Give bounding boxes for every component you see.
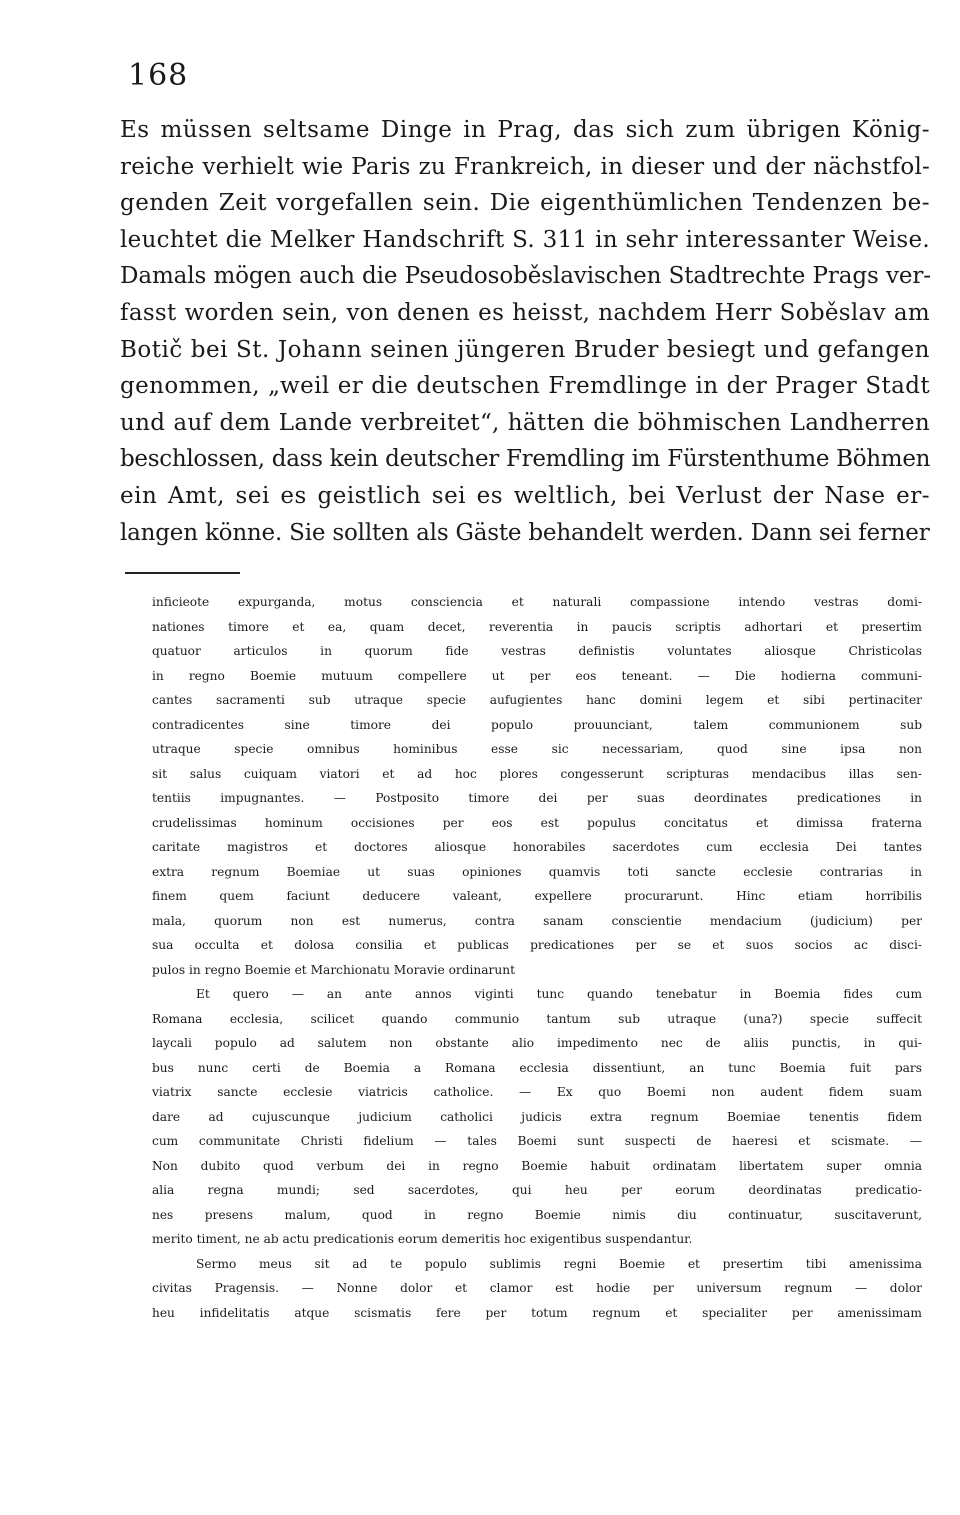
footnote-line: heu infidelitatis atque scismatis fere per totum regnum et specialiter per amenissimam xyxy=(152,1305,922,1320)
main-text xyxy=(120,112,930,551)
footnote-line: mala, quorum non est numerus, contra sanam conscientie mendacium (judicium) per xyxy=(152,913,922,928)
footnote-divider xyxy=(125,572,240,574)
main-text-line: Botič bei St. Johann seinen jüngeren Bruder besiegt und gefangen xyxy=(120,336,930,363)
footnote-line: sua occulta et dolosa consilia et publicas predicationes per se et suos socios ac disci- xyxy=(152,938,922,952)
footnote-line: extra regnum Boemiae ut suas opiniones quamvis toti sancte ecclesie contrarias in xyxy=(152,864,922,879)
footnote-text xyxy=(152,590,922,1325)
footnote-line: crudelissimas hominum occisiones per eos est populus concitatus et dimissa fraterna xyxy=(152,815,922,830)
footnote-line: viatrix sancte ecclesie viatricis catholice. — Ex quo Boemi non audent fidem suam xyxy=(152,1085,922,1099)
main-text-line: ein Amt, sei es geistlich sei es weltlich, bei Verlust der Nase er- xyxy=(120,482,930,509)
footnote-line: dare ad cujuscunque judicium catholici judicis extra regnum Boemiae tenentis fidem xyxy=(152,1109,922,1124)
page-number: 168 xyxy=(128,58,189,93)
footnote-line: nes presens malum, quod in regno Boemie nimis diu continuatur, suscitaverunt, xyxy=(152,1207,922,1222)
footnote-line: cum communitate Christi fidelium — tales Boemi sunt suspecti de haeresi et scismate. — xyxy=(152,1134,922,1148)
footnote-line: caritate magistros et doctores aliosque honorabiles sacerdotes cum ecclesia Dei tantes xyxy=(152,840,922,854)
footnote-line: merito timent, ne ab actu predicationis eorum demeritis hoc exigentibus suspendantur. xyxy=(152,1232,693,1246)
footnote-line: bus nunc certi de Boemia a Romana ecclesia dissentiunt, an tunc Boemia fuit pars xyxy=(152,1060,922,1075)
main-text-line: und auf dem Lande verbreitet“, hätten die böhmischen Landherren xyxy=(120,409,930,436)
main-text-line: beschlossen, dass kein deutscher Fremdling im Fürstenthume Böhmen xyxy=(120,446,931,473)
footnote-line: Et quero — an ante annos viginti tunc quando tenebatur in Boemia fides cum xyxy=(196,987,922,1001)
footnote-line: civitas Pragensis. — Nonne dolor et clamor est hodie per universum regnum — dolor xyxy=(152,1281,922,1295)
main-text-line: langen könne. Sie sollten als Gäste behandelt werden. Dann sei ferner xyxy=(120,519,930,546)
main-text-line: genden Zeit vorgefallen sein. Die eigenthümlichen Tendenzen be- xyxy=(120,190,930,217)
footnote-line: pulos in regno Boemie et Marchionatu Moravie ordinarunt xyxy=(152,962,515,977)
footnote-line: inficieote expurganda, motus consciencia et naturali compassione intendo vestras domi- xyxy=(152,595,922,609)
footnote-line: utraque specie omnibus hominibus esse sic necessariam, quod sine ipsa non xyxy=(152,742,922,756)
footnote-line: tentiis impugnantes. — Postposito timore dei per suas deordinates predicationes in xyxy=(152,791,922,805)
footnote-line: finem quem faciunt deducere valeant, expellere procurarunt. Hinc etiam horribilis xyxy=(152,889,922,903)
footnote-line: Non dubito quod verbum dei in regno Boemie habuit ordinatam libertatem super omnia xyxy=(152,1158,922,1173)
footnote-line: quatuor articulos in quorum fide vestras definistis voluntates aliosque Christicolas xyxy=(152,644,922,658)
footnote-line: in regno Boemie mutuum compellere ut per eos teneant. — Die hodierna communi- xyxy=(152,668,922,683)
footnote-line: cantes sacramenti sub utraque specie aufugientes hanc domini legem et sibi pertinaciter xyxy=(152,693,922,707)
footnote-line: Romana ecclesia, scilicet quando communio tantum sub utraque (una?) specie suffecit xyxy=(152,1011,922,1026)
footnote-line: laycali populo ad salutem non obstante alio impedimento nec de aliis punctis, in qui- xyxy=(152,1036,922,1050)
main-text-line: fasst worden sein, von denen es heisst, nachdem Herr Soběslav am xyxy=(120,299,930,326)
main-text-line: reiche verhielt wie Paris zu Frankreich, in dieser und der nächstfol- xyxy=(120,153,930,180)
main-text-line: leuchtet die Melker Handschrift S. 311 in sehr interessanter Weise. xyxy=(120,226,930,253)
footnote-line: nationes timore et ea, quam decet, reverentia in paucis scriptis adhortari et presertim xyxy=(152,619,922,634)
footnote-line: alia regna mundi; sed sacerdotes, qui heu per eorum deordinatas predicatio- xyxy=(152,1183,922,1197)
footnote-line: Sermo meus sit ad te populo sublimis regni Boemie et presertim tibi amenissima xyxy=(196,1256,922,1271)
main-text-line: Damals mögen auch die Pseudosoběslavischen Stadtrechte Prags ver- xyxy=(120,263,931,290)
footnote-line: contradicentes sine timore dei populo prouunciant, talem communionem sub xyxy=(152,717,922,732)
main-text-line: Es müssen seltsame Dinge in Prag, das sich zum übrigen König- xyxy=(120,117,930,143)
footnote-line: sit salus cuiquam viatori et ad hoc plores congesserunt scripturas mendacibus illas sen- xyxy=(152,766,922,781)
main-text-line: genommen, „weil er die deutschen Fremdlinge in der Prager Stadt xyxy=(120,373,930,400)
